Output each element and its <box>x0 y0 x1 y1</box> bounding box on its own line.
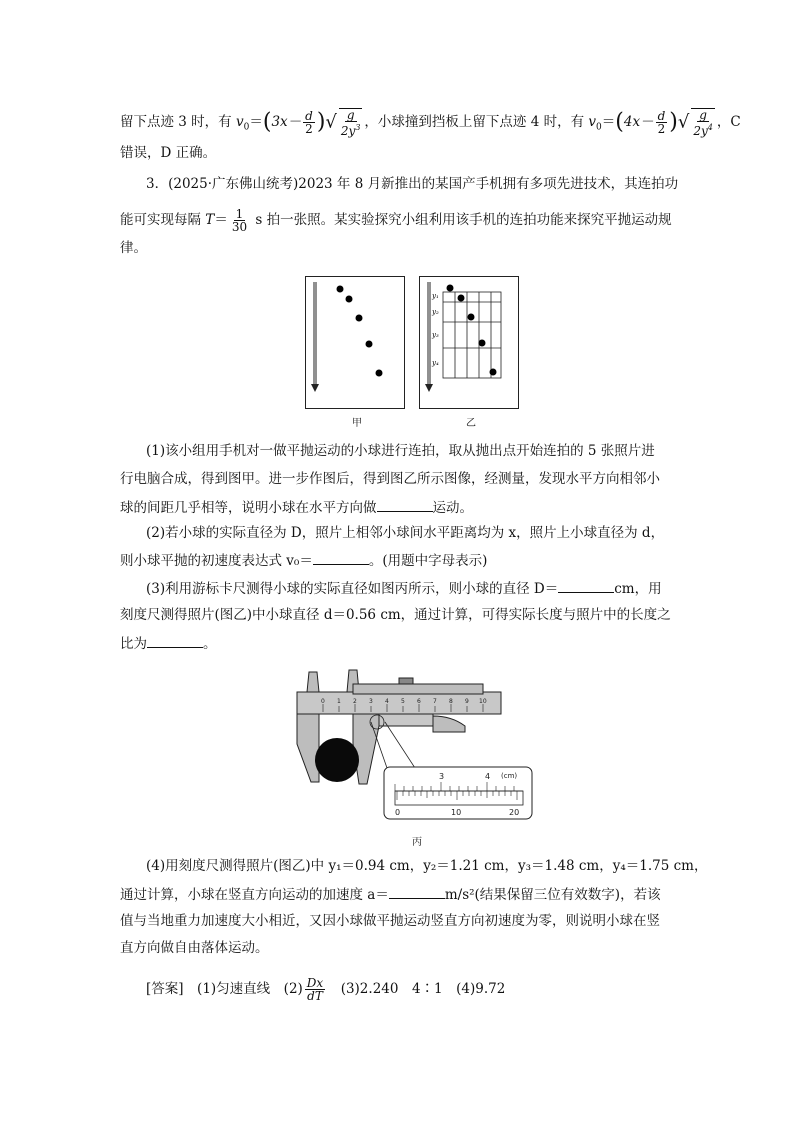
q3-line-3: 比为 。 <box>120 636 217 652</box>
caliper-ball <box>315 738 359 782</box>
q2-line-2: 则小球平抛的初速度表达式 v₀＝ 。(用题中字母表示) <box>120 553 488 569</box>
q3-line-1: (3)利用游标卡尺测得小球的实际直径如图丙所示，则小球的直径 D＝ cm，用 <box>146 581 662 597</box>
q1-line-1: (1)该小组用手机对一做平抛运动的小球进行连拍，取从抛出点开始连拍的 5 张照片进 <box>146 443 655 459</box>
q3-blank-1[interactable] <box>558 580 614 593</box>
svg-text:3: 3 <box>439 772 445 781</box>
ball-5 <box>376 370 383 377</box>
svg-text:10: 10 <box>479 698 487 705</box>
svg-text:0: 0 <box>395 808 401 817</box>
figure-yi-label: 乙 <box>466 418 476 429</box>
top-line-1: 留下点迹 3 时，有 $v_0=(3x-$ $\frac{d}{2}$ )√ $\frac{g}{2y^3}$ ，小球撞到挡板上留下点迹 4 时，有 $v_0=(4x-$ $\frac{d}{2}$ )√ $\frac{g}{2y^4}$ ，C <box>120 108 741 138</box>
figure-jia <box>305 276 405 411</box>
problem-line-1: 3．(2025·广东佛山统考)2023 年 8 月新推出的某国产手机拥有多项先进技术，其连拍功 <box>146 176 679 192</box>
q4-line-3: 值与当地重力加速度大小相近，又因小球做平抛运动竖直方向初速度为零，则说明小球在竖 <box>120 913 660 929</box>
answer-3: (3)2.240 4∶1 <box>340 981 443 997</box>
svg-text:2: 2 <box>353 698 357 705</box>
figure-jia-label: 甲 <box>352 418 362 429</box>
svg-text:1: 1 <box>337 698 341 705</box>
svg-text:3: 3 <box>369 698 373 705</box>
answer-tag: [答案] <box>146 981 184 997</box>
q3-line-2: 刻度尺测得照片(图乙)中小球直径 d＝0.56 cm，通过计算，可得实际长度与照片中的长度之 <box>120 607 671 623</box>
y1-label: y₁ <box>432 292 439 300</box>
q2-line-1: (2)若小球的实际直径为 D，照片上相邻小球间水平距离均为 x，照片上小球直径为 d， <box>146 525 665 541</box>
y2-label: y₂ <box>432 308 439 316</box>
q4-line-2: 通过计算，小球在竖直方向运动的加速度 a＝ m/s²(结果保留三位有效数字)，若该 <box>120 887 661 903</box>
fraction-d-over-2b: $\frac{d}{2}$ <box>657 109 666 136</box>
q3-blank-2[interactable] <box>147 635 203 648</box>
svg-text:9: 9 <box>465 698 469 705</box>
q1-line-2: 行电脑合成，得到图甲。进一步作图后，得到图乙所示图像，经测量，发现水平方向相邻小 <box>120 471 660 487</box>
answer-line <box>146 977 505 1002</box>
q2-blank[interactable] <box>313 552 369 565</box>
top-line-2: 错误，D 正确。 <box>120 145 217 161</box>
ball-4 <box>366 341 373 348</box>
q1-line-3: 球的间距几乎相等，说明小球在水平方向做 运动。 <box>120 500 473 516</box>
q1-blank[interactable] <box>377 499 433 512</box>
sqrt-fraction-1: $\frac{g}{2y^3}$ <box>340 108 361 138</box>
svg-text:5: 5 <box>401 698 405 705</box>
svg-text:0: 0 <box>321 698 325 705</box>
svg-text:7: 7 <box>433 698 437 705</box>
fraction-1-over-30: $\frac{1}{30}$ <box>231 207 248 234</box>
answer-2-fraction: $\frac{Dx}{dT}$ <box>306 976 324 1003</box>
answer-1: (1)匀速直线 <box>197 981 271 997</box>
problem-line-3: 律。 <box>120 240 147 256</box>
q4-blank[interactable] <box>389 886 445 899</box>
svg-text:6: 6 <box>417 698 421 705</box>
problem-line-2: 能可实现每隔 T＝ $\frac{1}{30}$ s 拍一张照。某实验探究小组利用该手机的连拍功能来探究平抛运动规 <box>120 207 672 234</box>
svg-text:20: 20 <box>509 808 520 817</box>
figure-yi <box>419 276 519 411</box>
sqrt-fraction-2: $\frac{g}{2y^4}$ <box>693 108 713 138</box>
svg-text:10: 10 <box>451 808 462 817</box>
y3-label: y₃ <box>432 331 439 339</box>
svg-text:4: 4 <box>485 772 491 781</box>
figure-bing-caliper <box>287 664 537 824</box>
ball-2 <box>346 296 353 303</box>
y4-label: y₄ <box>432 359 439 367</box>
answer-2-prefix: (2) <box>283 981 303 997</box>
svg-text:4: 4 <box>385 698 389 705</box>
svg-text:(cm): (cm) <box>501 772 518 780</box>
ball-3 <box>356 315 363 322</box>
ball-1 <box>337 286 344 293</box>
answer-4: (4)9.72 <box>456 981 506 997</box>
figure-bing-label: 丙 <box>412 837 422 848</box>
q4-line-4: 直方向做自由落体运动。 <box>120 940 269 956</box>
svg-text:8: 8 <box>449 698 453 705</box>
fraction-d-over-2: $\frac{d}{2}$ <box>305 109 313 136</box>
grid <box>443 292 501 378</box>
q4-line-1: (4)用刻度尺测得照片(图乙)中 y₁＝0.94 cm，y₂＝1.21 cm，y₃＝1.48 cm，y₄＝1.75 cm， <box>146 858 708 874</box>
